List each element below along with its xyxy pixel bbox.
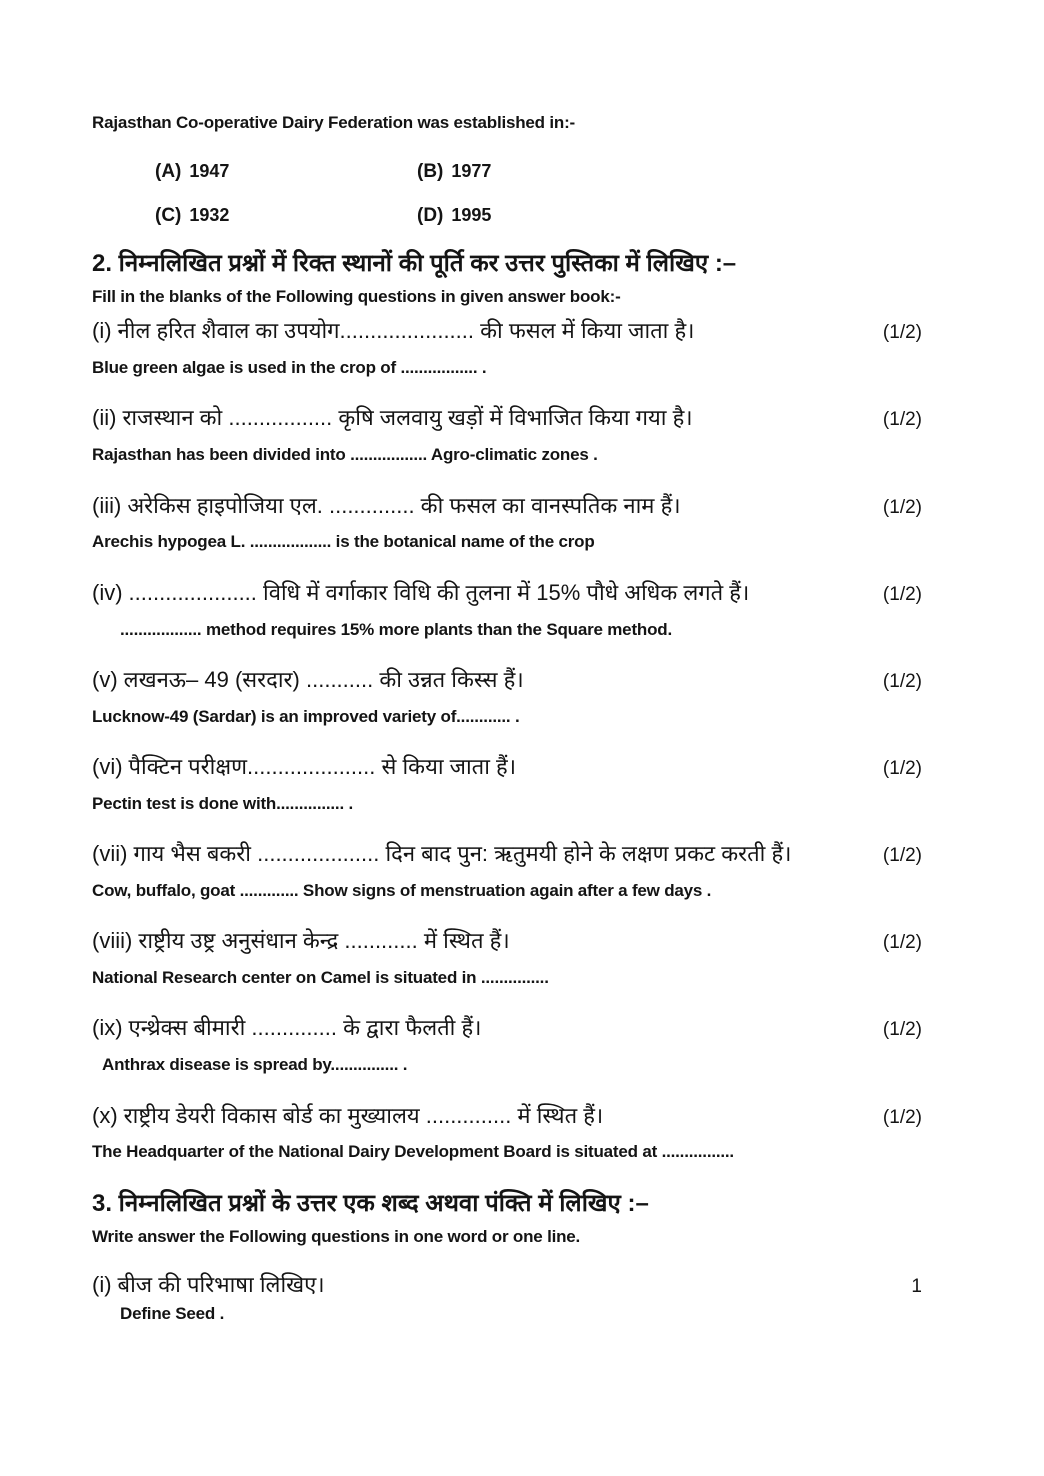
fill-blank-item-ii: [92, 402, 922, 465]
fill-blank-item-x: [92, 1100, 922, 1163]
mcq-option-a: [155, 161, 417, 183]
option-b-value: 1977: [451, 161, 492, 182]
marks-label: (1/2): [882, 409, 922, 431]
fill-blank-item-v: [92, 664, 922, 727]
marks-label: (1/2): [882, 758, 922, 779]
option-c-label: (C): [155, 205, 182, 227]
one-word-item-i: [92, 1269, 922, 1324]
question-english: Blue green algae is used in the crop of ................. .: [92, 358, 487, 378]
fill-blank-item-iv: [92, 577, 922, 640]
mcq-options: [155, 161, 922, 227]
fill-blank-item-viii: [92, 925, 922, 988]
question-english: Rajasthan has been divided into ................. Agro-climatic zones .: [92, 445, 598, 465]
option-d-label: (D): [417, 205, 444, 227]
question-english: Pectin test is done with............... .: [92, 793, 354, 813]
section2-heading: [92, 247, 922, 307]
question-hindi: (vi) पैक्टिन परीक्षण..................... से किया जाता हैं।: [92, 754, 517, 779]
marks-label: (1/2): [882, 670, 922, 692]
section2-heading-english: Fill in the blanks of the Following questions in given answer book:-: [92, 287, 621, 307]
option-a-value: 1947: [189, 161, 230, 182]
marks-label: 1: [911, 1275, 922, 1297]
question-hindi: (ii) राजस्थान को ................. कृषि जलवायु खड़ों में विभाजित किया गया है।: [92, 405, 693, 431]
question-hindi: (i) बीज की परिभाषा लिखिए।: [92, 1271, 325, 1297]
marks-label: (1/2): [882, 1019, 922, 1041]
question-english: National Research center on Camel is situated in ...............: [92, 968, 549, 988]
question-english: Arechis hypogea L. .................. is the botanical name of the crop: [92, 532, 595, 552]
question-hindi: (i) नील हरित शैवाल का उपयोग...................... की फसल में किया जाता है।: [92, 318, 695, 344]
option-c-value: 1932: [189, 205, 230, 226]
mcq-option-c: [155, 205, 417, 227]
fill-blank-item-vi: [92, 751, 922, 814]
question-hindi: (vii) गाय भैस बकरी .................... दिन बाद पुन: ऋतुमयी होने के लक्षण प्रकट करती हैं।: [92, 841, 792, 867]
section3-heading: [92, 1187, 922, 1247]
question-english: Anthrax disease is spread by............... .: [102, 1055, 408, 1075]
section3-heading-english: Write answer the Following questions in one word or one line.: [92, 1226, 581, 1246]
question-english: Define Seed .: [120, 1303, 225, 1323]
fill-blank-item-i: [92, 315, 922, 378]
question-hindi: (ix) एन्थ्रेक्स बीमारी .............. के द्वारा फैलती हैं।: [92, 1015, 482, 1041]
question-english: .................. method requires 15% more plants than the Square method.: [120, 619, 672, 639]
section2-items: [92, 315, 922, 1162]
question-hindi: (viii) राष्ट्रीय उष्ट्र अनुसंधान केन्द्र ............ में स्थित हैं।: [92, 928, 510, 954]
question-english: The Headquarter of the National Dairy Development Board is situated at ................: [92, 1142, 734, 1162]
marks-label: (1/2): [882, 1106, 922, 1128]
marks-label: (1/2): [882, 496, 922, 518]
question-hindi: (iii) अरेकिस हाइपोजिया एल. .............. की फसल का वानस्पतिक नाम हैं।: [92, 492, 681, 518]
option-a-label: (A): [155, 161, 182, 183]
marks-label: (1/2): [882, 583, 922, 605]
mcq-block: [92, 112, 922, 227]
fill-blank-item-iii: [92, 490, 922, 553]
option-d-value: 1995: [451, 205, 492, 226]
fill-blank-item-ix: [92, 1012, 922, 1075]
mcq-question-text: Rajasthan Co-operative Dairy Federation was established in:-: [92, 113, 576, 132]
question-hindi: (iv) ..................... विधि में वर्गाकार विधि की तुलना में 15% पौधे अधिक लगते हैं।: [92, 579, 750, 605]
fill-blank-item-vii: [92, 838, 922, 901]
mcq-option-b: [417, 161, 922, 183]
mcq-option-d: [417, 205, 922, 227]
marks-label: (1/2): [882, 932, 922, 954]
marks-label: (1/2): [882, 322, 922, 344]
option-b-label: (B): [417, 161, 444, 183]
question-hindi: (x) राष्ट्रीय डेयरी विकास बोर्ड का मुख्यालय .............. में स्थित हैं।: [92, 1102, 604, 1128]
section3-heading-hindi: 3. निम्नलिखित प्रश्नों के उत्तर एक शब्द अथवा पंक्ति में लिखिए :–: [92, 1189, 649, 1217]
question-english: Cow, buffalo, goat ............. Show signs of menstruation again after a few days .: [92, 881, 712, 901]
question-hindi: (v) लखनऊ– 49 (सरदार) ........... की उन्नत किस्स हैं।: [92, 666, 524, 692]
marks-label: (1/2): [882, 845, 922, 867]
section2-heading-hindi: 2. निम्नलिखित प्रश्नों में रिक्त स्थानों की पूर्ति कर उत्तर पुस्तिका में लिखिए :–: [92, 250, 737, 278]
question-english: Lucknow-49 (Sardar) is an improved variety of............ .: [92, 706, 520, 726]
